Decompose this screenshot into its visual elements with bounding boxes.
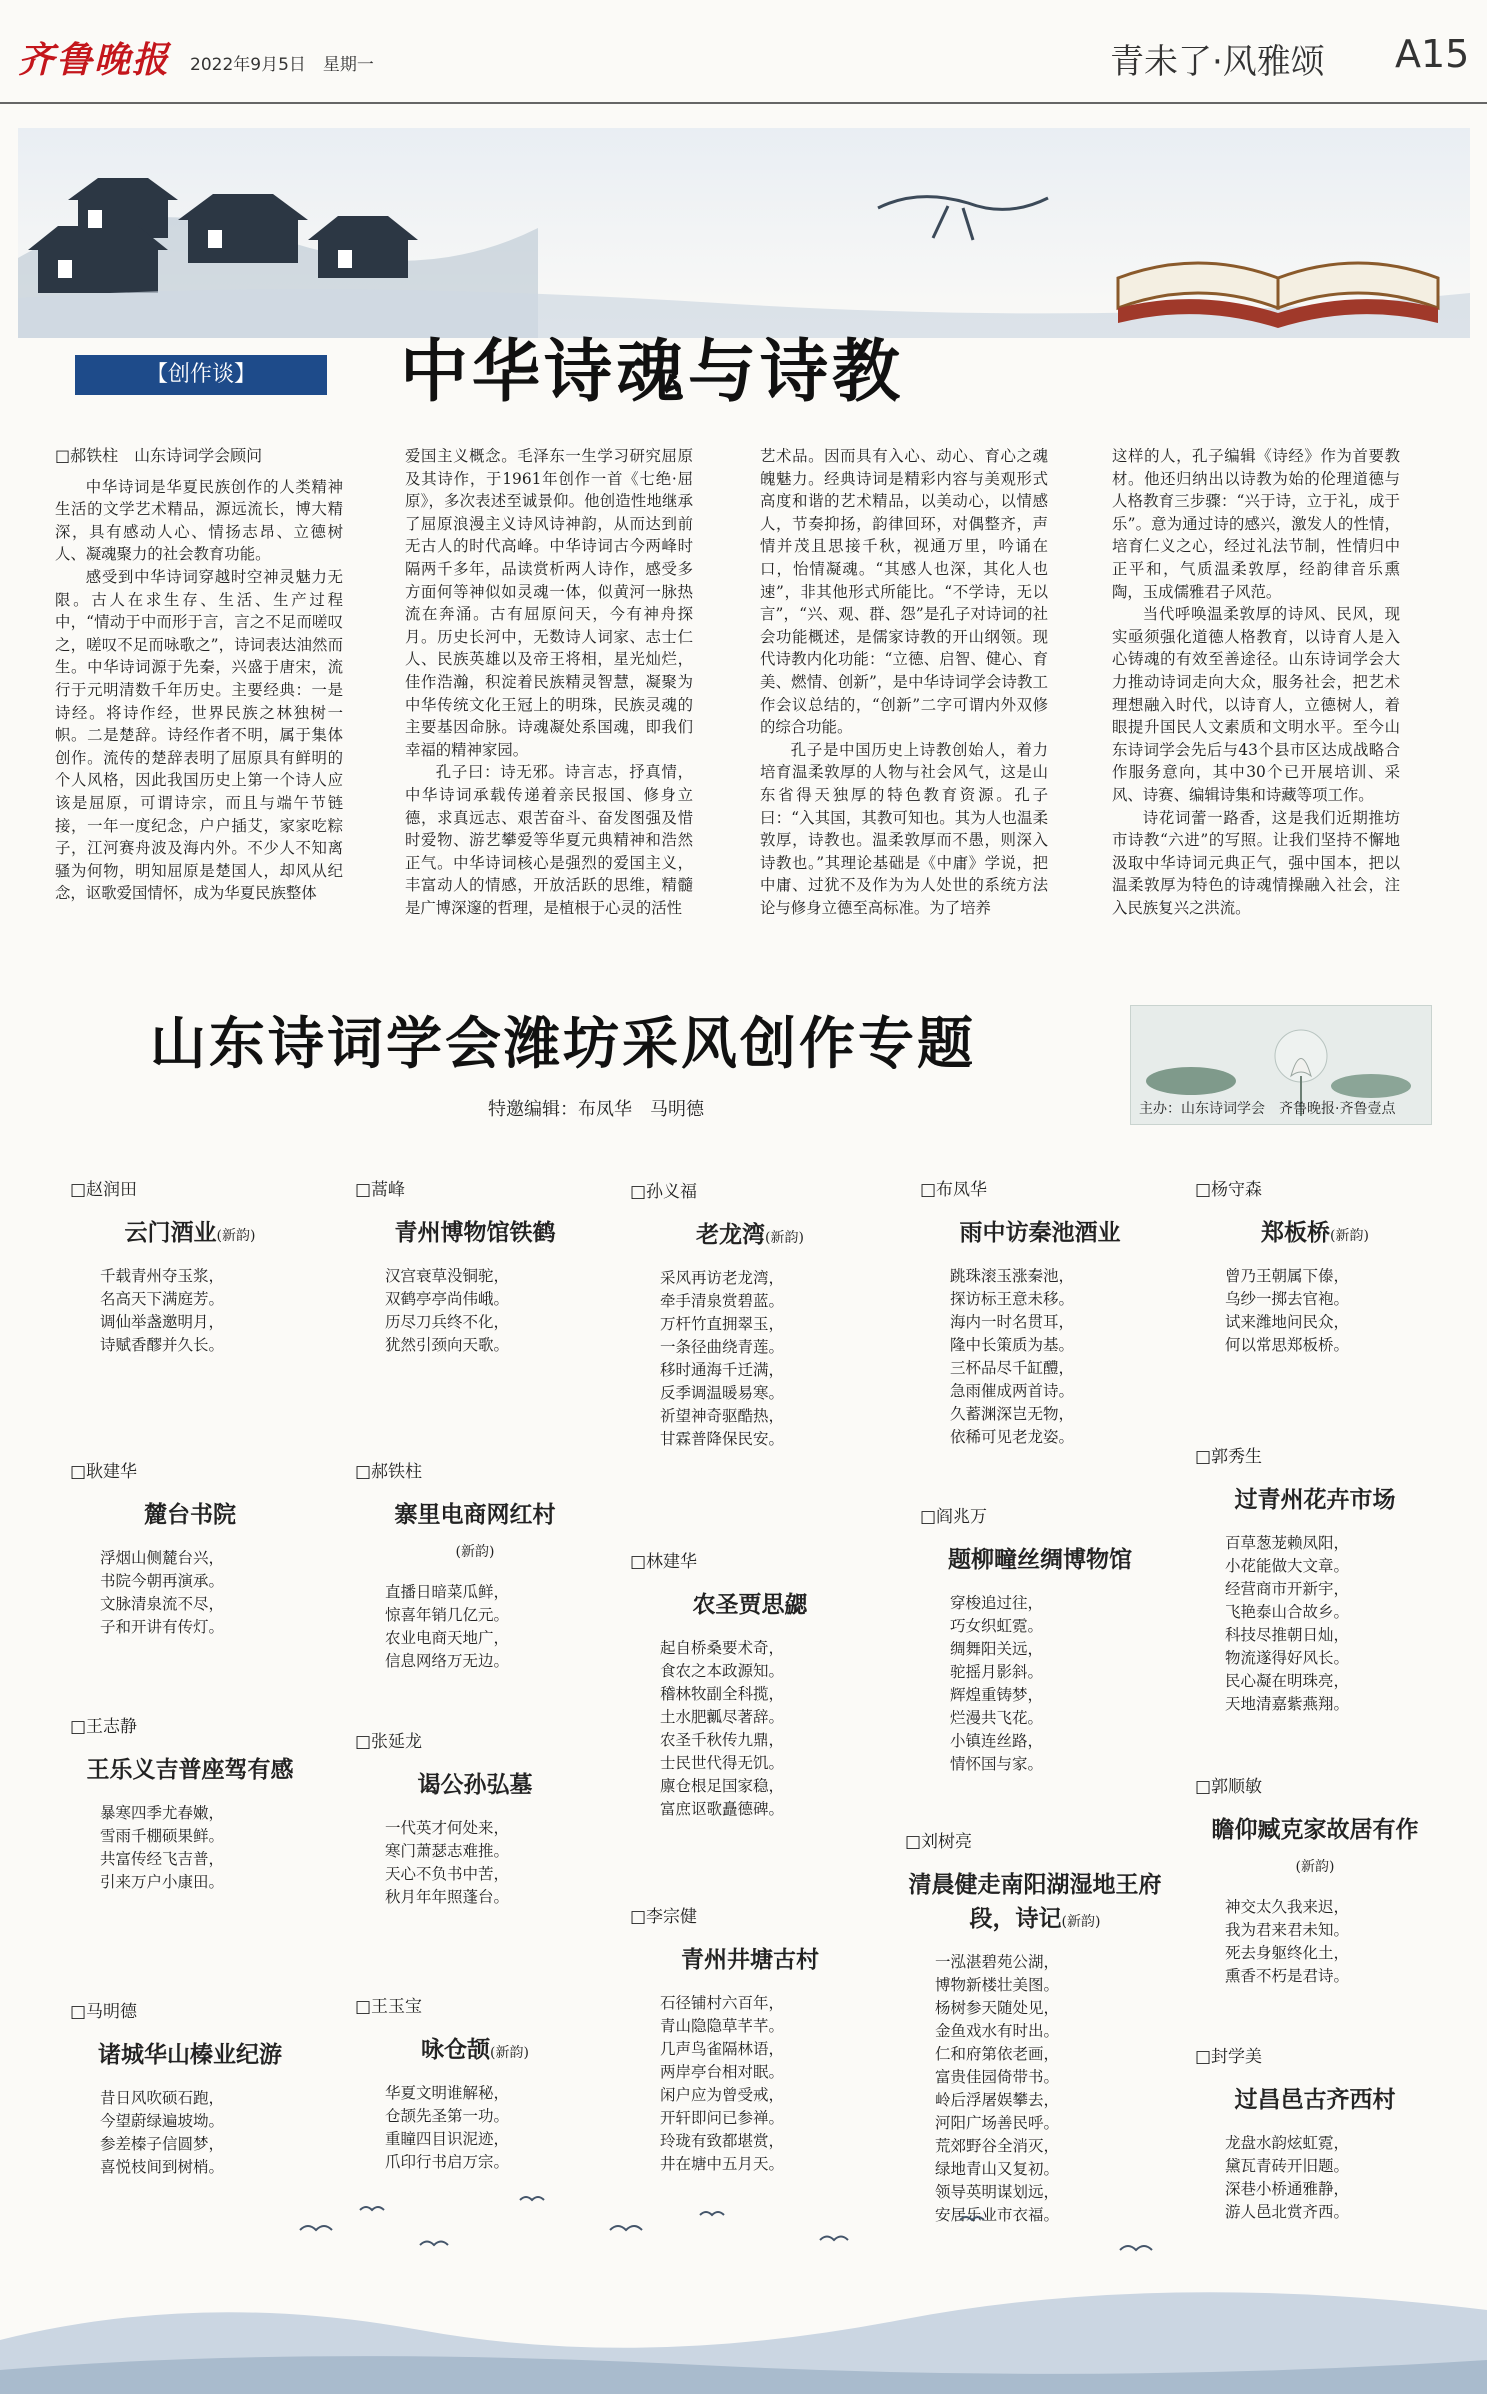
article-paragraph: 感受到中华诗词穿越时空神灵魅力无限。古人在求生存、生活、生产过程中，“情动于中而形于言，言之不足而嗟叹之，嗟叹不足而咏歌之”，诗词表达油然而生。中华诗词源于先秦，兴盛于唐宋，流行于元明清数千年历史。主要经典：一是诗经。将诗作经，世界民族之林独树一帜。二是楚辞。诗经作者不明，属于集体创作。流传的楚辞表明了屈原具有鲜明的个人风格，因此我国历史上第一个诗人应该是屈原，可谓诗宗，而且与端午节链接，一年一度纪念，户户插艾，家家吃粽子，江河赛舟波及海内外。不少人不知离骚为何物，明知屈原是楚国人，却风从纪念，讴歌爱国情怀，成为华夏民族整体 — [55, 567, 343, 903]
poem — [920, 1505, 1160, 1776]
poem-author: □郝铁柱 — [355, 1462, 423, 1482]
poem — [355, 1995, 595, 2174]
poem-title: 谒公孙弘墓 — [417, 1771, 533, 1798]
poem — [630, 1550, 870, 1821]
poem-lines: 采风再访老龙湾， 牵手清泉赏碧蓝。 万杆竹直拥翠玉， 一条径曲绕青莲。 移时通海千迁满， 反季调温暖易寒。 祈望神奇驱酷热， 甘霖普降保民安。 — [660, 1269, 785, 1448]
poem — [70, 1715, 310, 1894]
page-number: A15 — [1395, 32, 1470, 76]
poem-title: 雨中访秦池酒业 — [959, 1219, 1121, 1246]
poem-author: □布凤华 — [920, 1180, 988, 1200]
newspaper-logo: 齐鲁晚报 — [18, 39, 171, 81]
poem-author: □张延龙 — [355, 1732, 423, 1752]
poem-lines: 穿梭追过往， 巧女织虹霓。 绸舞阳关远， 驼摇月影斜。 辉煌重铸梦， 烂漫共飞花。 小镇连丝路， 情怀国与家。 — [950, 1594, 1044, 1773]
article-paragraph: 这样的人，孔子编辑《诗经》作为首要教材。他还归纳出以诗教为始的伦理道德与人格教育三步骤：“兴于诗，立于礼，成于乐”。意为通过诗的感兴，激发人的性情，培育仁义之心，经过礼法节制，性情归中正平和，气质温柔敦厚，经韵律音乐熏陶，玉成儒雅君子风范。 — [1112, 447, 1400, 601]
article-column-1 — [55, 445, 343, 905]
poem-title: 青州博物馆铁鹤 — [394, 1219, 556, 1246]
poem-lines: 一代英才何处来， 寒门萧瑟志难推。 天心不负书中苦， 秋月年年照蓬台。 — [385, 1819, 510, 1906]
article-paragraph: 当代呼唤温柔敦厚的诗风、民风，现实亟须强化道德人格教育，以诗育人是入心铸魂的有效至善途径。山东诗词学会大力推动诗词走向大众，服务社会，把艺术理想融入时代，以诗育人，立德树人，着眼提升国民人文素质和文明水平。至今山东诗词学会先后与43个县市区达成战略合作服务意向，其中30个已开展培训、采风、诗赛、编辑诗集和诗藏等项工作。 — [1112, 605, 1400, 804]
poem-lines: 昔日风吹硕石跑， 今望蔚绿遍坡坳。 参差榛子信圆梦， 喜悦枝间到树梢。 — [100, 2089, 225, 2176]
poem-title: 寨里电商网红村 (新韵) — [394, 1501, 556, 1560]
poem-lines: 跳珠滚玉涨秦池， 探访标王意未移。 海内一时名贯耳， 隆中长策质为基。 三杯品尽千缸醴， 急雨催成两首诗。 久蓄渊深岂无物， 依稀可见老龙姿。 — [950, 1267, 1075, 1446]
poem-lines: 起自桥桑要术奇， 食农之本政源知。 稽林牧副全科揽， 土水肥瓤尽著辞。 农圣千秋传九鼎， 士民世代得无饥。 廪仓根足国家稳， 富庶讴歌矗德碑。 — [660, 1639, 785, 1818]
article-paragraph: 孔子是中国历史上诗教创始人，着力培育温柔敦厚的人物与社会风气，这是山东省得天独厚的特色教育资源。孔子曰：“入其国，其教可知也。其为人也温柔敦厚，诗教也。温柔敦厚而不愚，则深入诗教也。”其理论基础是《中庸》学说，把中庸、过犹不及作为为人处世的系统方法论与修身立德至高标准。为了培养 — [760, 740, 1048, 917]
poem-lines: 华夏文明谁解秘， 仓颉先圣第一功。 重瞳四目识泥迹， 爪印行书启万宗。 — [385, 2084, 510, 2171]
poem-author: □孙义福 — [630, 1182, 698, 1202]
article-paragraph: 艺术品。因而具有入心、动心、育心之魂魄魅力。经典诗词是精彩内容与美观形式高度和谐的艺术精品，以美动心，以情感人，节奏抑扬，韵律回环，对偶整齐，声情并茂且思接千秋，视通万里，吟诵在口，怡情凝魂。“其感人也深，其化人也速”，非其他形式所能比。“不学诗，无以言”，“兴、观、群、怨”是孔子对诗词的社会功能概述，是儒家诗教的开山纲领。现代诗教内化功能：“立德、启智、健心、育美、燃情、创新”，是中华诗词学会诗教工作会议总结的，“创新”二字可谓内外双修的综合功能。 — [760, 447, 1048, 737]
poem-author: □赵润田 — [70, 1180, 138, 1200]
poem-lines: 直播日暗菜瓜鲜， 惊喜年销几亿元。 农业电商天地广， 信息网络万无边。 — [385, 1583, 510, 1670]
issue-date: 2022年9月5日 星期一 — [190, 55, 374, 75]
poem-title: 过昌邑古齐西村 — [1234, 2086, 1396, 2113]
poem-author: □刘树亮 — [905, 1832, 973, 1852]
poem-author: □杨守森 — [1195, 1180, 1263, 1200]
poem-author: □李宗健 — [630, 1907, 698, 1927]
poem-title: 农圣贾思勰 — [692, 1591, 808, 1618]
poem-author: □马明德 — [70, 2002, 138, 2022]
article-paragraph: 中华诗词是华夏民族创作的人类精神生活的文学艺术精品，源远流长，博大精深，具有感动人心、情扬志昂、立德树人、凝魂聚力的社会教育功能。 — [55, 477, 343, 564]
poem-title: 青州井塘古村 — [681, 1946, 819, 1973]
poem-title: 咏仓颉(新韵) — [421, 2036, 529, 2063]
poem — [355, 1730, 595, 1909]
poem-lines: 一泓湛碧苑公湖， 博物新楼壮美图。 杨树参天随处见， 金鱼戏水有时出。 仁和府第依老画， 富贵佳园倚带书。 岭后浮屠娱攀去， 河阳广场善民呼。 荒郊野谷全消灭， 绿地青山又复初。 领导英明谋划远， 安居乐业市衣福。 — [935, 1953, 1060, 2224]
section-name: 青未了·风雅颂 — [1110, 42, 1325, 82]
poem — [1195, 1775, 1435, 1988]
poem-title: 瞻仰臧克家故居有作 (新韵) — [1211, 1816, 1419, 1875]
poem-author: □郭秀生 — [1195, 1447, 1263, 1467]
poem-title: 过青州花卉市场 — [1234, 1486, 1396, 1513]
poem — [1195, 1445, 1435, 1716]
poem-title: 云门酒业(新韵) — [124, 1219, 256, 1246]
article-paragraph: 孔子曰：诗无邪。诗言志，抒真情，中华诗词承载传递着亲民报国、修身立德，求真远志、艰苦奋斗、奋发图强及惜时爱物、游艺攀爱等华夏元典精神和浩然正气。中华诗词核心是强烈的爱国主义，丰富动人的情感，开放活跃的思维，精髓是广博深邃的哲理，是植根于心灵的活性 — [405, 763, 693, 917]
article-title: 中华诗魂与诗教 — [400, 332, 905, 412]
poem-author: □阎兆万 — [920, 1507, 988, 1527]
poem-title: 清晨健走南阳湖湿地王府段，诗记(新韵) — [908, 1871, 1162, 1932]
article-column-3 — [760, 445, 1048, 919]
poem-author: □封学美 — [1195, 2047, 1263, 2067]
poem-lines: 汉宫衰草没铜驼， 双鹤亭亭尚伟峨。 历尽刀兵终不化， 犹然引颈向天歌。 — [385, 1267, 510, 1354]
poem-title: 诸城华山榛业纪游 — [98, 2041, 282, 2068]
poem-lines: 百草葱茏赖凤阳， 小花能做大文章。 经营商市开新宇， 飞艳泰山合故乡。 科技尽推朝日灿， 物流遂得好风长。 民心凝在明珠亮， 天地清嘉紫燕翔。 — [1225, 1534, 1350, 1713]
poem-lines: 龙盘水韵炫虹霓， 黛瓦青砖开旧题。 深巷小桥通雅静， 游人邑北赏齐西。 — [1225, 2134, 1350, 2221]
poem-author: □耿建华 — [70, 1462, 138, 1482]
bird-icon — [300, 2197, 1152, 2250]
article-byline: □郝铁柱 山东诗词学会顾问 — [55, 446, 263, 465]
sponsor-text: 主办：山东诗词学会 齐鲁晚报·齐鲁壹点 — [1139, 1101, 1396, 1117]
poem-title: 题柳疃丝绸博物馆 — [948, 1546, 1132, 1573]
header-divider — [0, 102, 1487, 104]
article-paragraph: 诗花词蕾一路香，这是我们近期推坊市诗教“六进”的写照。让我们坚持不懈地汲取中华诗词元典正气，强中国本，把以温柔敦厚为特色的诗魂情操融入社会，注入民族复兴之洪流。 — [1112, 808, 1400, 917]
poem — [70, 2000, 310, 2179]
article-badge: 【创作谈】 — [75, 355, 327, 395]
poem-lines: 神交太久我来迟， 我为君来君未知。 死去身躯终化土， 熏香不朽是君诗。 — [1225, 1898, 1350, 1985]
poem-author: □王志静 — [70, 1717, 138, 1737]
poem-lines: 暴寒四季尤春嫩， 雪雨千棚硕果鲜。 共富传经飞吉普， 引来万户小康田。 — [100, 1804, 225, 1891]
poem — [1195, 1178, 1435, 1357]
poem-title: 王乐义吉普座驾有感 — [86, 1756, 294, 1783]
poem-author: □林建华 — [630, 1552, 698, 1572]
poem-lines: 石径铺村六百年， 青山隐隐草芊芊。 几声鸟雀隔林语， 两岸亭台相对眠。 闲户应为曾受戒， 开轩即问已参禅。 玲珑有致都堪赏， 井在塘中五月天。 — [660, 1994, 785, 2173]
poem-title: 麓台书院 — [144, 1501, 236, 1528]
poem-title: 郑板桥(新韵) — [1261, 1219, 1369, 1246]
poem-lines: 千载青州夺玉浆， 名高天下满庭芳。 调仙举盏邀明月， 诗赋香醪并久长。 — [100, 1267, 225, 1354]
special-editors: 特邀编辑：布凤华 马明德 — [488, 1099, 704, 1120]
poem — [70, 1460, 310, 1639]
poem-author: □蒿峰 — [355, 1180, 406, 1200]
poem-lines: 浮烟山侧麓台兴， 书院今朝再演承。 文脉清泉流不尽， 子和开讲有传灯。 — [100, 1549, 225, 1636]
special-section-title: 山东诗词学会潍坊采风创作专题 — [150, 1011, 976, 1077]
article-paragraph: 爱国主义概念。毛泽东一生学习研究屈原及其诗作，于1961年创作一首《七绝·屈原》，多次表述至诚景仰。他创造性地继承了屈原浪漫主义诗风诗神韵，从而达到前无古人的时代高峰。中华诗词古今两峰时隔两千多年，品读赏析两人诗作，感受多方面何等神似如灵魂一体，似黄河一脉热流在奔涌。古有屈原问天，今有神舟探月。历史长河中，无数诗人词家、志士仁人、民族英雄以及帝王将相，星光灿烂，佳作浩瀚，积淀着民族精灵智慧，凝聚为中华传统文化王冠上的明珠，民族灵魂的主要基因命脉。诗魂凝处系国魂，即我们幸福的精神家园。 — [405, 447, 693, 759]
sponsor-box — [1130, 1005, 1432, 1125]
poem-author: □王玉宝 — [355, 1997, 423, 2017]
poem — [355, 1178, 595, 1357]
poem — [920, 1178, 1160, 1449]
article-column-2 — [405, 445, 693, 919]
poem — [355, 1460, 595, 1673]
article-column-4 — [1112, 445, 1400, 919]
poem — [630, 1180, 870, 1451]
poem — [70, 1178, 310, 1357]
poem — [630, 1905, 870, 2176]
footer-landscape — [0, 2170, 1487, 2394]
poem — [905, 1830, 1165, 2227]
banner-illustration — [18, 128, 1470, 338]
poem-lines: 曾乃王朝属下傣， 乌纱一掷去官袍。 试来潍地问民众， 何以常思郑板桥。 — [1225, 1267, 1350, 1354]
poem-author: □郭顺敏 — [1195, 1777, 1263, 1797]
poem-title: 老龙湾(新韵) — [696, 1221, 804, 1248]
